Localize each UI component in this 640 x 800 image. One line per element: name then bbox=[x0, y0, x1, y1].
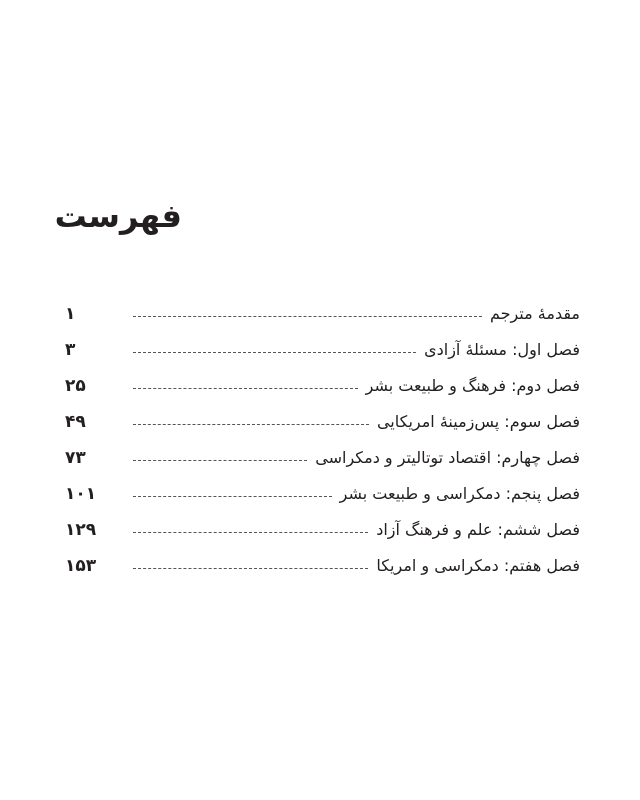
toc-entry-label: فصل دوم: فرهنگ و طبیعت بشر bbox=[365, 376, 580, 395]
toc-entry-label: فصل سوم: پس‌زمینهٔ امریکایی bbox=[376, 412, 580, 431]
toc-list bbox=[65, 296, 580, 584]
toc-entry-chapter-5[interactable] bbox=[65, 476, 580, 512]
toc-page-number: ۱۵۳ bbox=[65, 556, 97, 576]
toc-entry-chapter-6[interactable] bbox=[65, 512, 580, 548]
dotted-leader bbox=[133, 316, 482, 317]
toc-entry-chapter-4[interactable] bbox=[65, 440, 580, 476]
toc-page-number: ۴۹ bbox=[65, 412, 86, 432]
toc-page-number: ۲۵ bbox=[65, 376, 86, 396]
toc-page-number: ۱۰۱ bbox=[65, 484, 97, 504]
dotted-leader bbox=[133, 532, 368, 533]
toc-entry-label: فصل چهارم: اقتصاد توتالیتر و دمکراسی bbox=[315, 448, 580, 467]
dotted-leader bbox=[133, 460, 307, 461]
toc-entry-chapter-1[interactable] bbox=[65, 332, 580, 368]
toc-page-number: ۱ bbox=[65, 304, 76, 324]
toc-entry-label: مقدمهٔ مترجم bbox=[489, 304, 580, 323]
toc-entry-label: فصل اول: مسئلهٔ آزادی bbox=[424, 340, 580, 359]
dotted-leader bbox=[133, 568, 368, 569]
toc-entry-chapter-3[interactable] bbox=[65, 404, 580, 440]
toc-page-number: ۱۲۹ bbox=[65, 520, 97, 540]
toc-entry-label: فصل ششم: علم و فرهنگ آزاد bbox=[376, 520, 580, 539]
toc-title: فهرست bbox=[54, 197, 182, 235]
toc-entry-chapter-7[interactable] bbox=[65, 548, 580, 584]
dotted-leader bbox=[133, 388, 358, 389]
dotted-leader bbox=[133, 496, 332, 497]
toc-entry-chapter-2[interactable] bbox=[65, 368, 580, 404]
toc-entry-label: فصل پنجم: دمکراسی و طبیعت بشر bbox=[339, 484, 580, 503]
toc-entry-translator-preface[interactable] bbox=[65, 296, 580, 332]
toc-entry-label: فصل هفتم: دمکراسی و امریکا bbox=[376, 556, 580, 575]
dotted-leader bbox=[133, 352, 416, 353]
toc-page-number: ۷۳ bbox=[65, 448, 86, 468]
dotted-leader bbox=[133, 424, 369, 425]
toc-page-number: ۳ bbox=[65, 340, 76, 360]
